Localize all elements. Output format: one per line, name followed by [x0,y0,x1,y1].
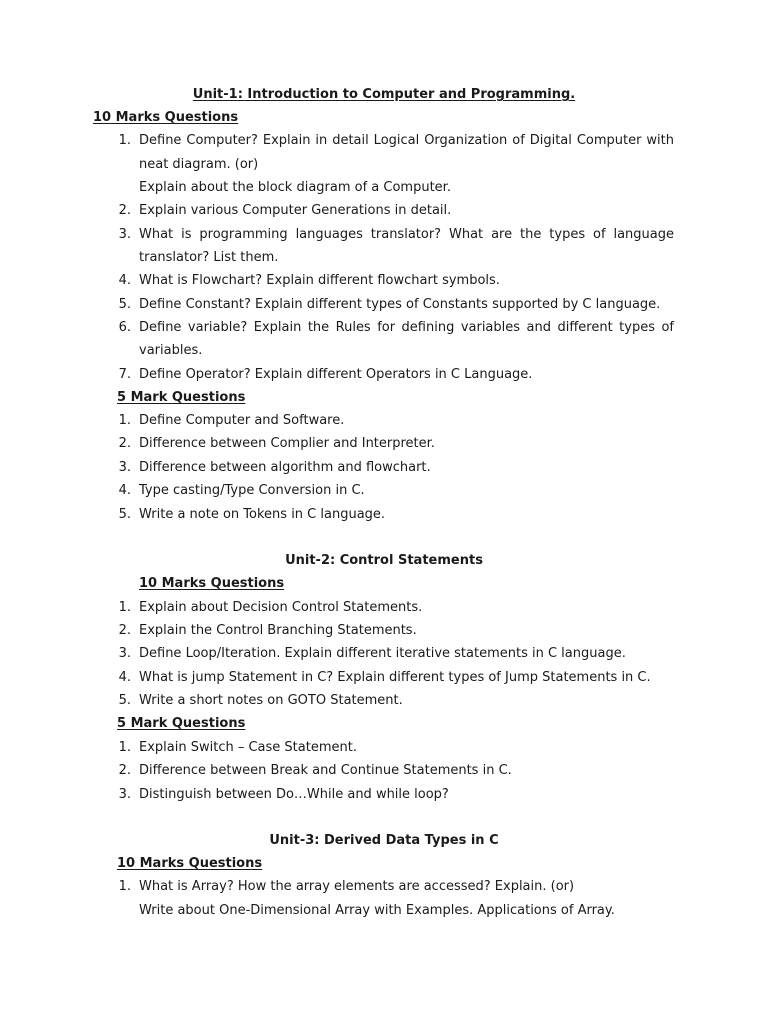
question-text: Explain various Computer Generations in detail. [139,203,452,218]
unit-2-title: Unit-2: Control Statements [285,553,483,568]
question-text-continued: neat diagram. (or) [139,157,259,172]
unit-2-ten-marks-heading: 10 Marks Questions [139,576,285,591]
question-text: Explain about Decision Control Statements. [139,600,423,615]
question-text: Distinguish between Do…While and while loop? [139,787,449,802]
question-text-continued: Write about One-Dimensional Array with Examples. Applications of Array. [139,903,615,918]
unit-1-title: Unit-1: Introduction to Computer and Programming. [192,87,576,102]
question-number: 1. [118,879,131,894]
question-text: Define Loop/Iteration. Explain different iterative statements in C language. [139,646,626,661]
unit-3-title: Unit-3: Derived Data Types in C [269,833,499,848]
question-number: 1. [118,133,131,148]
unit-3-ten-marks-heading: 10 Marks Questions [117,856,263,871]
question-number: 3. [118,646,131,661]
question-text: Explain the Control Branching Statements. [139,623,417,638]
unit-1-ten-marks-heading: 10 Marks Questions [93,110,239,125]
question-number: 4. [118,483,131,498]
question-text: Write a short notes on GOTO Statement. [139,693,403,708]
question-number: 5. [118,693,131,708]
question-number: 5. [118,297,131,312]
question-text: What is Flowchart? Explain different flowchart symbols. [139,273,500,288]
question-text: Define Computer? Explain in detail Logical Organization of Digital Computer with [139,133,674,148]
question-number: 1. [118,413,131,428]
question-text: Difference between Break and Continue Statements in C. [139,763,512,778]
question-text: Explain Switch – Case Statement. [139,740,357,755]
question-text: Difference between Complier and Interpreter. [139,436,435,451]
question-text-continued: translator? List them. [139,250,279,265]
question-text-continued: Explain about the block diagram of a Computer. [139,180,451,195]
question-number: 5. [118,507,131,522]
question-text: Define variable? Explain the Rules for defining variables and different types of [139,320,674,335]
question-text: Define Constant? Explain different types of Constants supported by C language. [139,297,661,312]
question-text: What is jump Statement in C? Explain different types of Jump Statements in C. [139,670,651,685]
question-number: 1. [118,740,131,755]
question-text: Write a note on Tokens in C language. [139,507,386,522]
question-number: 3. [118,460,131,475]
question-text-continued: variables. [139,343,203,358]
question-text: What is programming languages translator? What are the types of language [139,227,674,242]
question-number: 3. [118,227,131,242]
question-text: What is Array? How the array elements are accessed? Explain. (or) [139,879,575,894]
question-number: 2. [118,763,131,778]
question-number: 7. [118,367,131,382]
question-number: 4. [118,273,131,288]
question-number: 6. [118,320,131,335]
question-number: 4. [118,670,131,685]
question-text: Define Computer and Software. [139,413,345,428]
question-number: 2. [118,623,131,638]
unit-1-five-marks-heading: 5 Mark Questions [117,390,246,405]
question-number: 2. [118,436,131,451]
question-text: Difference between algorithm and flowchart. [139,460,431,475]
question-text: Type casting/Type Conversion in C. [139,483,365,498]
question-text: Define Operator? Explain different Operators in C Language. [139,367,533,382]
question-number: 3. [118,787,131,802]
question-number: 2. [118,203,131,218]
unit-2-five-marks-heading: 5 Mark Questions [117,716,246,731]
question-number: 1. [118,600,131,615]
